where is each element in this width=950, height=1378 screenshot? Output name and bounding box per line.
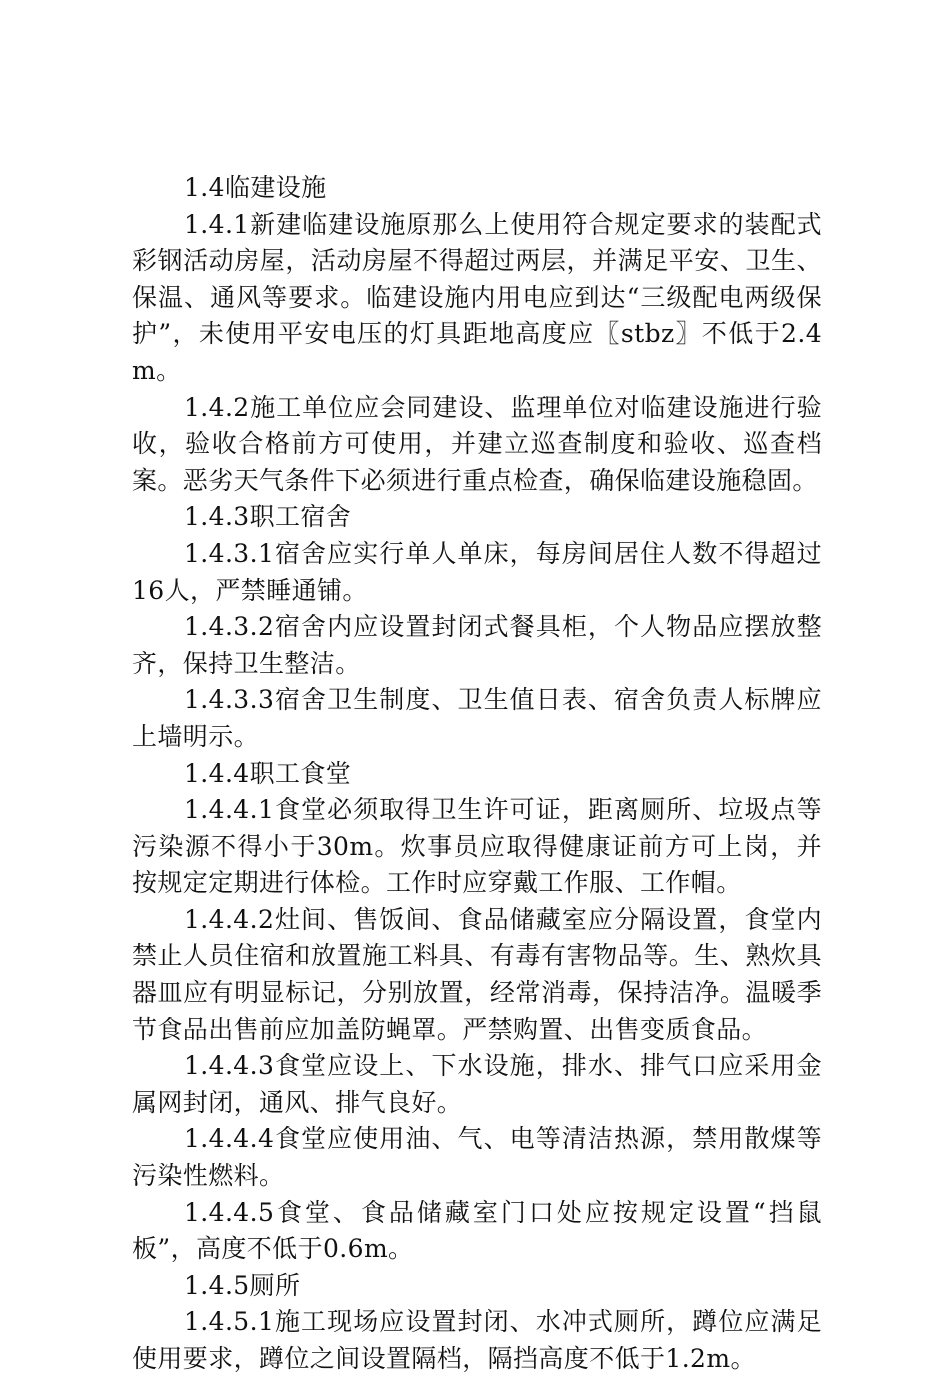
paragraph-1-4-4-1: 1.4.4.1食堂必须取得卫生许可证，距离厕所、垃圾点等污染源不得小于30m。炊事员应取得健康证前方可上岗，并按规定定期进行体检。工作时应穿戴工作服、工作帽。 xyxy=(132,795,822,898)
paragraph-1-4-5-1: 1.4.5.1施工现场应设置封闭、水冲式厕所，蹲位应满足使用要求，蹲位之间设置隔档，隔挡高度不低于1.2m。 xyxy=(132,1307,822,1373)
paragraph-1-4-3-1: 1.4.3.1宿舍应实行单人单床，每房间居住人数不得超过16人，严禁睡通铺。 xyxy=(132,538,822,605)
paragraph-1-4-4-5: 1.4.4.5食堂、食品储藏室门口处应按规定设置“挡鼠板”，高度不低于0.6m。 xyxy=(132,1197,822,1264)
paragraph-1-4-4-3: 1.4.4.3食堂应设上、下水设施，排水、排气口应采用金属网封闭，通风、排气良好。 xyxy=(132,1051,822,1117)
document-body xyxy=(132,170,822,1378)
paragraph-1-4-4-2: 1.4.4.2灶间、售饭间、食品储藏室应分隔设置，食堂内禁止人员住宿和放置施工料具、有毒有害物品等。生、熟炊具器皿应有明显标记，分别放置，经常消毒，保持洁净。温暖季节食品出售前应加盖防蝇罩。严禁购置、出售变质食品。 xyxy=(132,904,822,1044)
paragraph-1-4-2: 1.4.2施工单位应会同建设、监理单位对临建设施进行验收，验收合格前方可使用，并建立巡查制度和验收、巡查档案。恶劣天气条件下必须进行重点检查，确保临建设施稳固。 xyxy=(132,392,822,495)
section-heading-1-4-4: 1.4.4职工食堂 xyxy=(184,758,352,788)
section-heading-1-4-5: 1.4.5厕所 xyxy=(184,1270,301,1300)
paragraph-1-4-4-4: 1.4.4.4食堂应使用油、气、电等清洁热源，禁用散煤等污染性燃料。 xyxy=(132,1124,822,1191)
paragraph-1-4-1: 1.4.1新建临建设施原那么上使用符合规定要求的装配式彩钢活动房屋，活动房屋不得超过两层，并满足平安、卫生、保温、通风等要求。临建设施内用电应到达“三级配电两级保护”，未使用平安电压的灯具距地高度应〖stbz〗不低于2.4m。 xyxy=(132,209,822,385)
paragraph-1-4-3-2: 1.4.3.2宿舍内应设置封闭式餐具柜，个人物品应摆放整齐，保持卫生整洁。 xyxy=(132,612,822,678)
paragraph-1-4-3-3: 1.4.3.3宿舍卫生制度、卫生值日表、宿舍负责人标牌应上墙明示。 xyxy=(132,685,822,751)
section-heading-1-4-3: 1.4.3职工宿舍 xyxy=(184,502,352,532)
section-heading-1-4: 1.4临建设施 xyxy=(184,173,327,202)
